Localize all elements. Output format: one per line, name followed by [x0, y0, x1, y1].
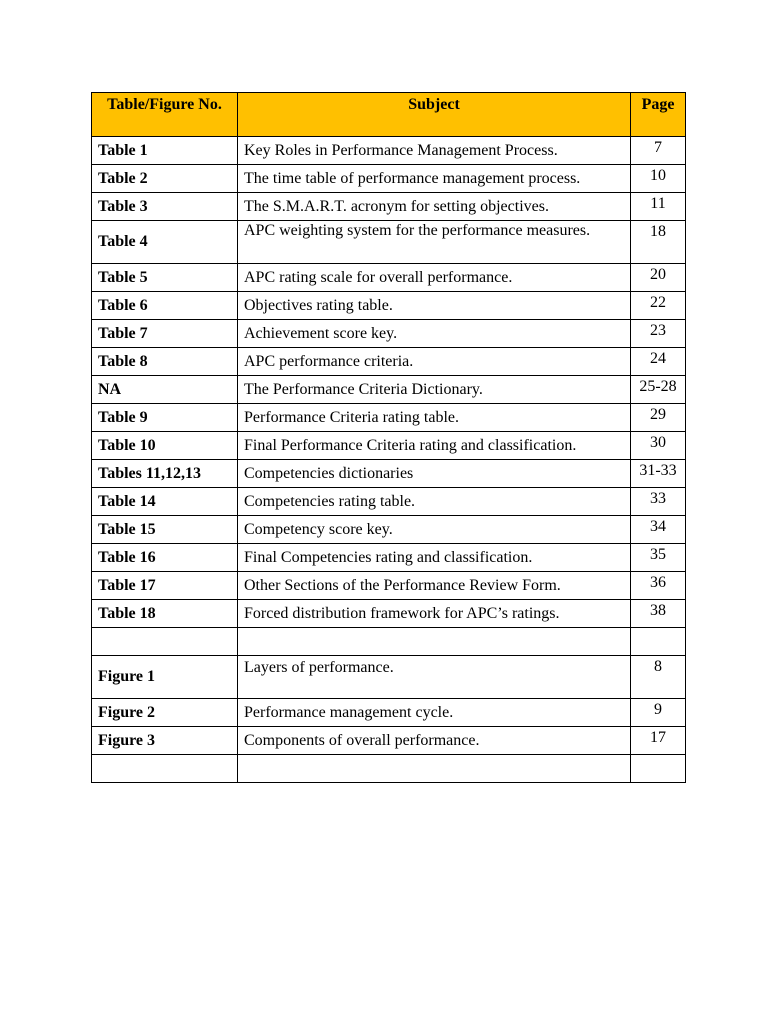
row-subject: The Performance Criteria Dictionary. [238, 376, 631, 404]
table-row [92, 572, 686, 600]
row-subject [238, 755, 631, 783]
row-page: 24 [631, 348, 686, 376]
header-subject: Subject [238, 93, 631, 137]
row-page [631, 755, 686, 783]
table-row [92, 221, 686, 264]
row-number: Figure 2 [92, 699, 238, 727]
table-row [92, 404, 686, 432]
row-subject: Forced distribution framework for APC’s ratings. [238, 600, 631, 628]
row-number: NA [92, 376, 238, 404]
row-page: 18 [631, 221, 686, 264]
row-page: 30 [631, 432, 686, 460]
table-row [92, 656, 686, 699]
table-row [92, 516, 686, 544]
table-row [92, 460, 686, 488]
row-page: 38 [631, 600, 686, 628]
table-row [92, 600, 686, 628]
row-number: Tables 11,12,13 [92, 460, 238, 488]
row-page: 9 [631, 699, 686, 727]
row-subject: Competencies dictionaries [238, 460, 631, 488]
table-row [92, 376, 686, 404]
row-page: 33 [631, 488, 686, 516]
row-subject [238, 628, 631, 656]
table-row [92, 432, 686, 460]
table-row [92, 488, 686, 516]
row-subject: Achievement score key. [238, 320, 631, 348]
table-row [92, 137, 686, 165]
row-page: 11 [631, 193, 686, 221]
row-number: Table 4 [92, 221, 238, 264]
contents-table [91, 92, 686, 783]
row-number: Table 1 [92, 137, 238, 165]
row-number: Table 5 [92, 264, 238, 292]
row-number: Figure 3 [92, 727, 238, 755]
table-row [92, 264, 686, 292]
table-row [92, 193, 686, 221]
row-subject: Components of overall performance. [238, 727, 631, 755]
row-page: 10 [631, 165, 686, 193]
row-subject: Performance management cycle. [238, 699, 631, 727]
header-page: Page [631, 93, 686, 137]
row-number: Table 7 [92, 320, 238, 348]
table-row [92, 699, 686, 727]
row-subject: Objectives rating table. [238, 292, 631, 320]
row-subject: Competency score key. [238, 516, 631, 544]
row-number: Table 15 [92, 516, 238, 544]
row-subject: APC performance criteria. [238, 348, 631, 376]
row-number: Table 3 [92, 193, 238, 221]
row-subject: Key Roles in Performance Management Process. [238, 137, 631, 165]
row-number: Table 16 [92, 544, 238, 572]
row-page: 8 [631, 656, 686, 699]
row-number: Figure 1 [92, 656, 238, 699]
row-page: 34 [631, 516, 686, 544]
table-row [92, 320, 686, 348]
table-row [92, 292, 686, 320]
row-page: 22 [631, 292, 686, 320]
row-subject: Competencies rating table. [238, 488, 631, 516]
table-row-empty [92, 628, 686, 656]
row-page: 35 [631, 544, 686, 572]
table-row [92, 348, 686, 376]
row-number: Table 2 [92, 165, 238, 193]
row-subject: Final Performance Criteria rating and classification. [238, 432, 631, 460]
row-page: 20 [631, 264, 686, 292]
row-number: Table 6 [92, 292, 238, 320]
row-page: 29 [631, 404, 686, 432]
row-number [92, 628, 238, 656]
row-number: Table 9 [92, 404, 238, 432]
table-row [92, 544, 686, 572]
row-subject: The S.M.A.R.T. acronym for setting objectives. [238, 193, 631, 221]
row-number: Table 18 [92, 600, 238, 628]
row-page [631, 628, 686, 656]
row-number: Table 14 [92, 488, 238, 516]
row-page: 7 [631, 137, 686, 165]
row-subject: APC weighting system for the performance measures. [238, 221, 631, 264]
row-subject: Other Sections of the Performance Review Form. [238, 572, 631, 600]
table-header-row [92, 93, 686, 137]
row-page: 17 [631, 727, 686, 755]
row-page: 36 [631, 572, 686, 600]
table-row-empty [92, 755, 686, 783]
row-subject: APC rating scale for overall performance. [238, 264, 631, 292]
row-page: 23 [631, 320, 686, 348]
row-number [92, 755, 238, 783]
row-subject: Layers of performance. [238, 656, 631, 699]
header-number: Table/Figure No. [92, 93, 238, 137]
table-row [92, 727, 686, 755]
row-number: Table 10 [92, 432, 238, 460]
row-page: 31-33 [631, 460, 686, 488]
row-page: 25-28 [631, 376, 686, 404]
row-number: Table 8 [92, 348, 238, 376]
row-subject: Final Competencies rating and classification. [238, 544, 631, 572]
row-subject: Performance Criteria rating table. [238, 404, 631, 432]
row-number: Table 17 [92, 572, 238, 600]
table-row [92, 165, 686, 193]
row-subject: The time table of performance management process. [238, 165, 631, 193]
